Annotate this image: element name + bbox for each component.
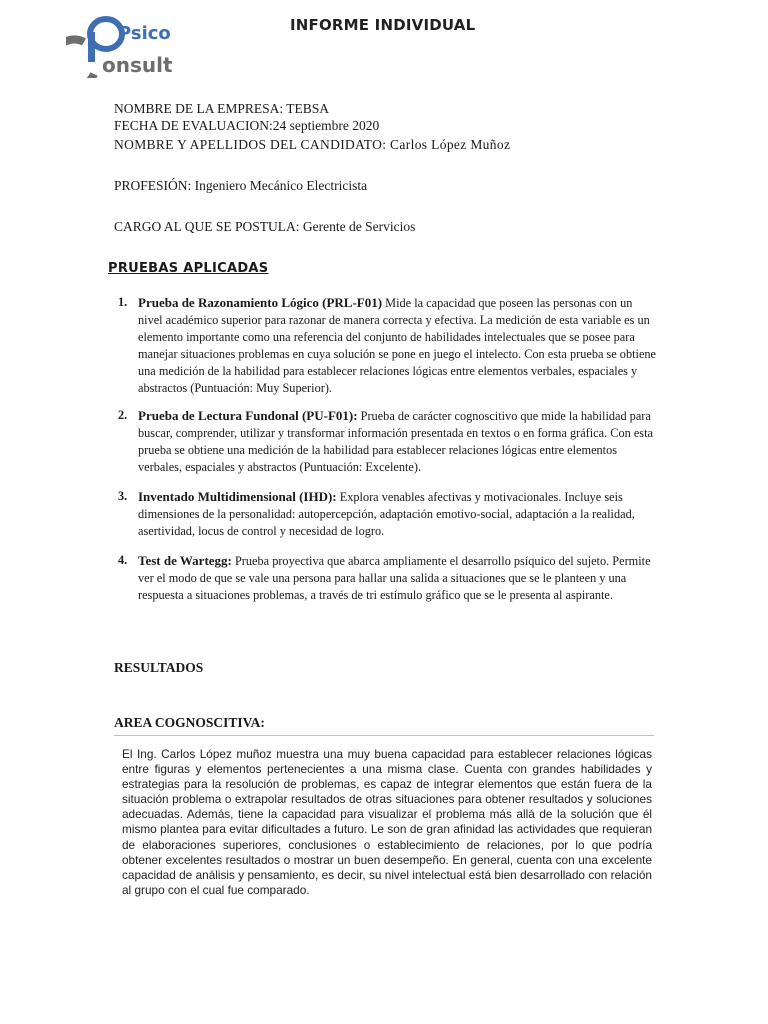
test-description: Prueba de carácter cognoscitivo que mide la habilidad para buscar, comprender, utilizar y transformar información presentada en textos o en forma gráfica. Con esta prueba se obtiene una medición de la habilidad para establecer relaciones lógicas entre elementos verbales, espaciales y abstractos (Puntuación: Excelente). (138, 409, 653, 474)
test-item (118, 552, 658, 604)
results-heading: RESULTADOS (114, 660, 204, 675)
test-item (118, 294, 658, 397)
test-name: Prueba de Lectura Fundonal (PU-F01): (138, 408, 358, 423)
test-number: 1. (118, 295, 128, 309)
profession-line (114, 178, 367, 194)
cognitive-area-text: El Ing. Carlos López muñoz muestra una muy buena capacidad para establecer relaciones lógicas entre figuras y elementos pertenecientes a una misma clase. Cuenta con grandes habilidades y estrategias para la resolución de problemas, es capaz de integrar elementos que están fuera de la situación problema o extrapolar resultados de otras situaciones para obtener resultados y soluciones adecuadas. Además, tiene la capacidad para visualizar el problema más allá de la solución que él mismo plantea para evitar dificultades a futuro. Le son de gran afinidad las actividades que requieran de elaboraciones superiores, conclusiones o establecimiento de relaciones, por lo que podría obtener excelentes resultados o mostrar un buen desempeño. En general, cuenta con una excelente capacidad de análisis y pensamiento, es decir, su nivel intelectual está bien desarrollado con relación al grupo con el cual fue comparado. (122, 747, 652, 897)
document-title: INFORME INDIVIDUAL (290, 16, 476, 34)
cognitive-area-heading: AREA COGNOSCITIVA: (114, 715, 265, 730)
psicoconsult-logo (66, 12, 186, 78)
position-label: CARGO AL QUE SE POSTULA: (114, 219, 300, 234)
company-line: NOMBRE DE LA EMPRESA: TEBSA (114, 101, 330, 116)
evaluation-date-line: FECHA DE EVALUACION:24 septiembre 2020 (114, 118, 380, 133)
test-name: Prueba de Razonamiento Lógico (PRL-F01) (138, 295, 383, 310)
test-item (118, 407, 658, 476)
candidate-name-line (114, 137, 510, 153)
test-number: 2. (118, 408, 128, 422)
test-description: Mide la capacidad que poseen las personas con un nivel académico superior para razonar de manera correcta y efectiva. La medición de esta variable es un elemento importante como una referencia del conjunto de habilidades intelectuales que se posee para manejar situaciones problemas en cuya solución se pone en juego el intelecto. Con esta prueba se obtiene una medición de la habilidad para establecer relaciones lógicas entre elementos verbales, espaciales y abstractos (Puntuación: Muy Superior). (138, 296, 657, 395)
candidate-label: NOMBRE Y APELLIDOS DEL CANDIDATO: (114, 137, 387, 152)
test-name: Test de Wartegg: (138, 553, 232, 568)
section-divider (114, 735, 654, 736)
test-description: Explora venables afectivas y motivacionales. Incluye seis dimensiones de la personalidad: autopercepción, adaptación emotivo-social, adaptación a la realidad, asertividad, locus de control y necesidad de logro. (138, 490, 635, 538)
logo-text-bottom: onsult (102, 53, 173, 77)
position-value: Gerente de Servicios (302, 219, 416, 234)
test-name: Inventado Multidimensional (IHD): (138, 489, 337, 504)
logo-text-top: Psico (118, 23, 171, 44)
candidate-value: Carlos López Muñoz (390, 137, 511, 152)
position-line (114, 219, 415, 235)
profession-value: Ingeniero Mecánico Electricista (194, 178, 368, 193)
tests-heading: PRUEBAS APLICADAS (108, 261, 269, 276)
test-number: 3. (118, 489, 128, 503)
test-number: 4. (118, 553, 128, 567)
profession-label: PROFESIÓN: (114, 178, 192, 193)
test-description: Prueba proyectiva que abarca ampliamente el desarrollo psíquico del sujeto. Permite ver el modo de que se vale una persona para hallar una salida a situaciones que se le planteen y una respuesta a situaciones problemas, a través de tri estímulo gráfico que se le presenta al aspirante. (138, 554, 651, 602)
psicoconsult-logo-graphic (66, 12, 186, 78)
test-item (118, 488, 658, 540)
